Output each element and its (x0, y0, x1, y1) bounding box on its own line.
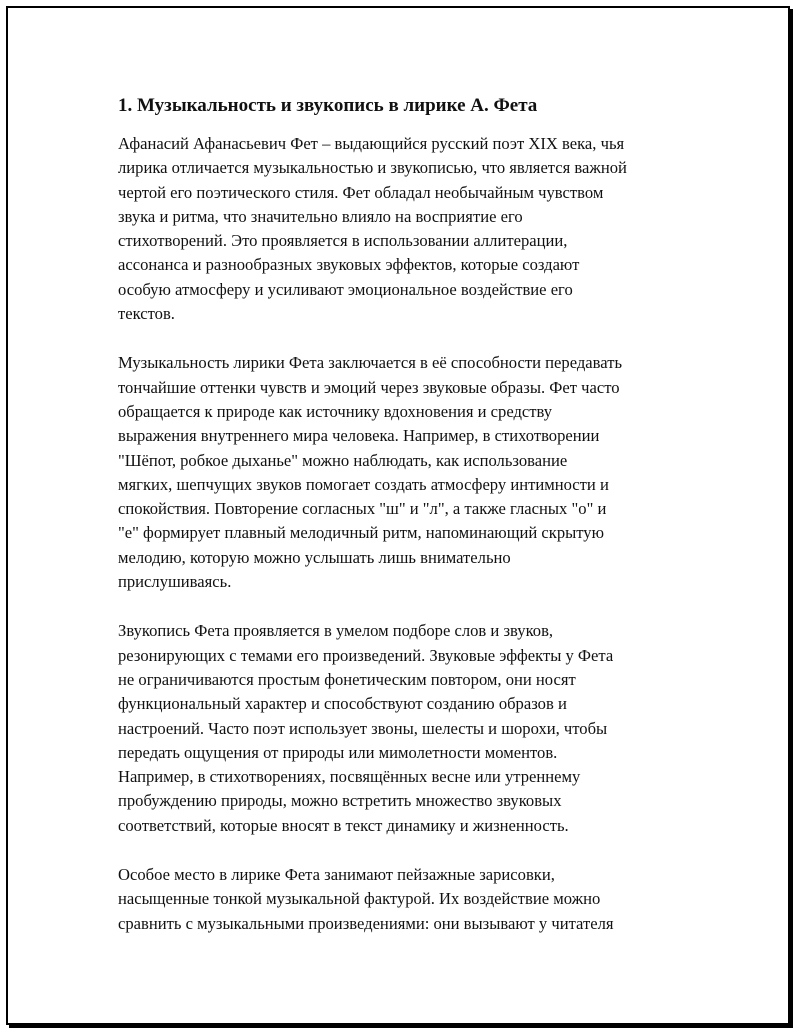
text-line: функциональный характер и способствуют созданию образов и (118, 694, 567, 714)
text-line: мягких, шепчущих звуков помогает создать атмосферу интимности и (118, 474, 609, 494)
text-line: текстов. (118, 304, 175, 324)
text-line: спокойствия. Повторение согласных "ш" и "л", а также гласных "о" и (118, 499, 607, 519)
text-line: пробуждению природы, можно встретить множество звуковых (118, 791, 562, 811)
text-line: насыщенные тонкой музыкальной фактурой. Их воздействие можно (118, 889, 601, 909)
paragraph-4 (118, 863, 698, 936)
document-body (118, 92, 698, 961)
text-line: мелодию, которую можно услышать лишь внимательно (118, 547, 511, 567)
text-line: Звукопись Фета проявляется в умелом подборе слов и звуков, (118, 621, 554, 641)
text-line: Например, в стихотворениях, посвящённых весне или утреннему (118, 767, 581, 787)
text-line: сравнить с музыкальными произведениями: они вызывают у читателя (118, 913, 614, 933)
paragraph-3 (118, 619, 698, 838)
text-line: Афанасий Афанасьевич Фет – выдающийся русский поэт XIX века, чья (118, 134, 625, 153)
text-line: передать ощущения от природы или мимолетности моментов. (118, 742, 558, 762)
text-line: стихотворений. Это проявляется в использовании аллитерации, (118, 231, 568, 251)
text-line: не ограничиваются простым фонетическим повтором, они носят (118, 669, 576, 689)
text-line: настроений. Часто поэт использует звоны, шелесты и шорохи, чтобы (118, 718, 608, 738)
text-line: "Шёпот, робкое дыханье" можно наблюдать, как использование (118, 450, 568, 470)
text-line: прислушиваясь. (118, 572, 232, 592)
text-line: обращается к природе как источнику вдохновения и средству (118, 401, 553, 421)
text-line: соответствий, которые вносят в текст динамику и жизненность. (118, 815, 569, 835)
paragraph-2 (118, 351, 698, 594)
text-line: лирика отличается музыкальностью и звукописью, что является важной (118, 158, 627, 178)
text-line: "е" формирует плавный мелодичный ритм, напоминающий скрытую (118, 523, 604, 543)
text-line: ассонанса и разнообразных звуковых эффектов, которые создают (118, 255, 580, 275)
text-line: тончайшие оттенки чувств и эмоций через звуковые образы. Фет часто (118, 377, 620, 397)
text-line: резонирующих с темами его произведений. Звуковые эффекты у Фета (118, 645, 614, 665)
text-line: выражения внутреннего мира человека. Например, в стихотворении (118, 426, 600, 446)
text-line: особую атмосферу и усиливают эмоциональное воздействие его (118, 279, 573, 299)
text-line: Музыкальность лирики Фета заключается в её способности передавать (118, 353, 623, 373)
text-line: чертой его поэтического стиля. Фет обладал необычайным чувством (118, 182, 604, 202)
text-line: звука и ритма, что значительно влияло на восприятие его (118, 206, 523, 226)
text-line: Особое место в лирике Фета занимают пейзажные зарисовки, (118, 865, 555, 885)
section-heading: 1. Музыкальность и звукопись в лирике А. Фета (118, 95, 538, 116)
paragraph-1 (118, 132, 698, 326)
